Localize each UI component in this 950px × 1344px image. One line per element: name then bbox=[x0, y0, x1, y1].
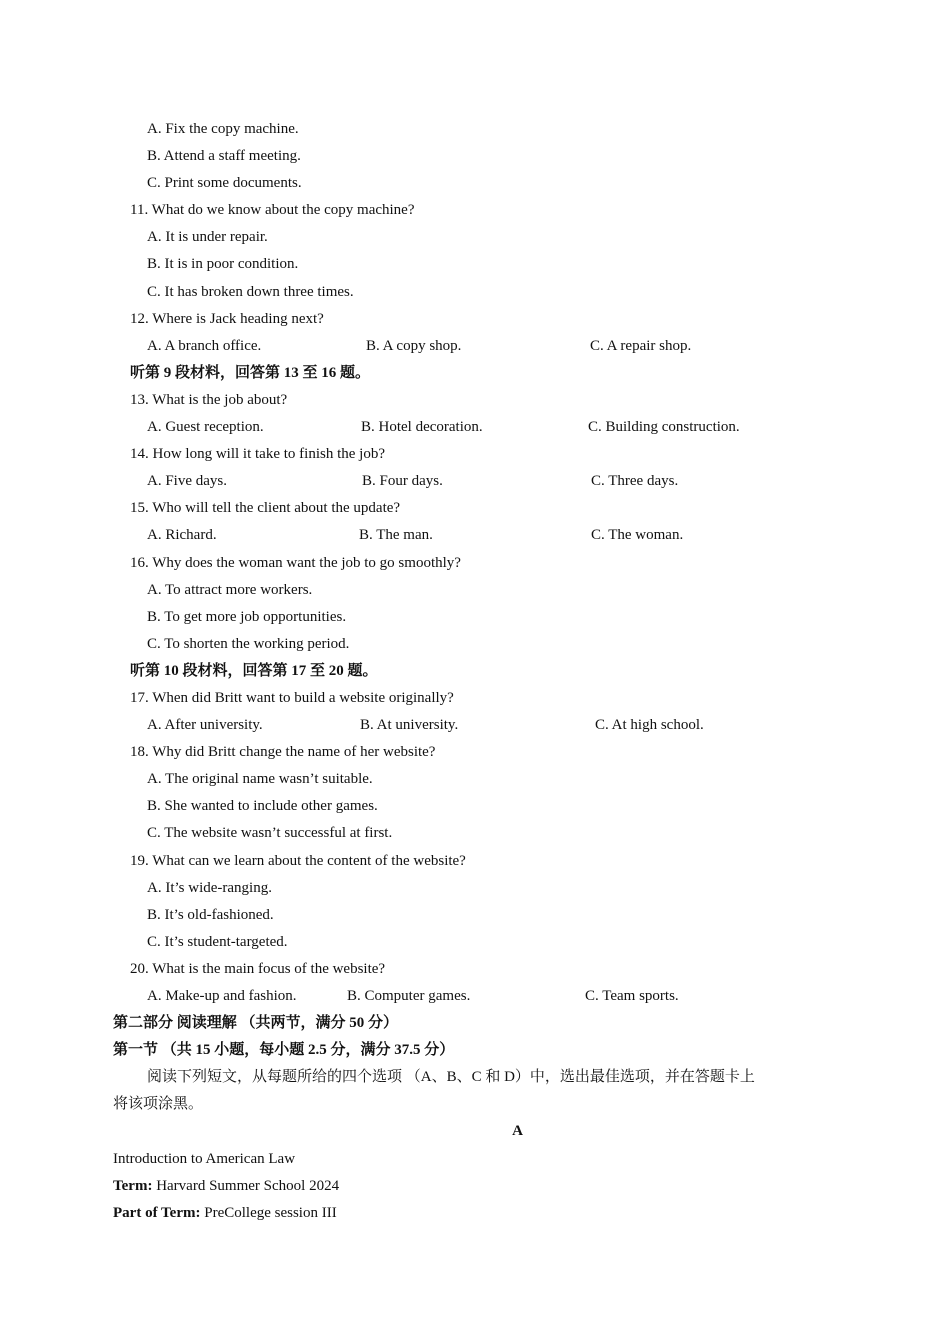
q16-option-c: C. To shorten the working period. bbox=[147, 635, 350, 652]
q11-option-b: B. It is in poor condition. bbox=[147, 256, 299, 273]
q15-option-b: B. The man. bbox=[359, 527, 433, 544]
instructions-line-1: 阅读下列短文，从每题所给的四个选项 （A、B、C 和 D）中，选出最佳选项，并在答题卡上 bbox=[147, 1069, 755, 1086]
term-value: Harvard Summer School 2024 bbox=[152, 1177, 340, 1194]
q18-stem: 18. Why did Britt change the name of her website? bbox=[130, 744, 436, 761]
q14-stem: 14. How long will it take to finish the job? bbox=[130, 446, 385, 463]
q16-option-b: B. To get more job opportunities. bbox=[147, 608, 347, 625]
section-9-heading: 听第 9 段材料，回答第 13 至 16 题。 bbox=[130, 364, 371, 381]
q20-option-c: C. Team sports. bbox=[585, 988, 679, 1004]
q20-option-a: A. Make-up and fashion. bbox=[147, 988, 297, 1004]
section-1-heading: 第一节 （共 15 小题，每小题 2.5 分，满分 37.5 分） bbox=[113, 1042, 455, 1059]
q17-options bbox=[0, 714, 950, 741]
q19-option-c: C. It’s student-targeted. bbox=[147, 933, 288, 950]
q16-stem: 16. Why does the woman want the job to go smoothly? bbox=[130, 554, 461, 571]
q15-option-a: A. Richard. bbox=[147, 527, 217, 544]
q13-stem: 13. What is the job about? bbox=[130, 391, 288, 408]
q19-option-a: A. It’s wide-ranging. bbox=[147, 879, 272, 896]
q17-option-a: A. After university. bbox=[147, 717, 263, 734]
exam-page bbox=[0, 118, 950, 1229]
q15-options bbox=[0, 524, 950, 551]
q11-stem: 11. What do we know about the copy machine? bbox=[130, 202, 415, 219]
q15-stem: 15. Who will tell the client about the update? bbox=[130, 500, 401, 517]
q13-options bbox=[0, 416, 950, 443]
instructions-line-2: 将该项涂黑。 bbox=[113, 1096, 204, 1113]
q17-option-c: C. At high school. bbox=[595, 717, 704, 734]
q13-option-a: A. Guest reception. bbox=[147, 419, 264, 436]
q14-options bbox=[0, 470, 950, 497]
part-2-heading: 第二部分 阅读理解 （共两节，满分 50 分） bbox=[113, 1015, 399, 1032]
section-10-heading: 听第 10 段材料，回答第 17 至 20 题。 bbox=[130, 662, 378, 679]
q14-option-b: B. Four days. bbox=[362, 473, 443, 490]
q18-option-a: A. The original name wasn’t suitable. bbox=[147, 771, 373, 788]
q20-stem: 20. What is the main focus of the website? bbox=[130, 960, 386, 977]
q19-option-b: B. It’s old-fashioned. bbox=[147, 906, 274, 923]
q14-option-c: C. Three days. bbox=[591, 473, 679, 490]
course-title: Introduction to American Law bbox=[113, 1150, 296, 1167]
term-line bbox=[0, 1175, 950, 1202]
q14-option-a: A. Five days. bbox=[147, 473, 227, 490]
q11-option-a: A. It is under repair. bbox=[147, 229, 268, 246]
q12-option-b: B. A copy shop. bbox=[366, 337, 462, 354]
q18-option-c: C. The website wasn’t successful at first. bbox=[147, 825, 393, 842]
q17-option-b: B. At university. bbox=[360, 717, 459, 734]
q20-option-b: B. Computer games. bbox=[347, 988, 471, 1004]
q18-option-b: B. She wanted to include other games. bbox=[147, 798, 378, 815]
q12-option-c: C. A repair shop. bbox=[590, 337, 692, 354]
q10-option-b: B. Attend a staff meeting. bbox=[147, 148, 301, 165]
q10-option-a: A. Fix the copy machine. bbox=[147, 121, 299, 137]
q16-option-a: A. To attract more workers. bbox=[147, 581, 313, 598]
q12-options bbox=[0, 335, 950, 362]
q12-option-a: A. A branch office. bbox=[147, 337, 262, 354]
q15-option-c: C. The woman. bbox=[591, 527, 684, 544]
q19-stem: 19. What can we learn about the content of the website? bbox=[130, 852, 466, 869]
q20-options bbox=[0, 985, 950, 1012]
q13-option-b: B. Hotel decoration. bbox=[361, 419, 483, 436]
passage-label: A bbox=[512, 1123, 523, 1140]
part-of-term-label: Part of Term: bbox=[113, 1204, 201, 1221]
q17-stem: 17. When did Britt want to build a website originally? bbox=[130, 689, 454, 706]
part-of-term-value: PreCollege session III bbox=[200, 1204, 337, 1221]
q10-option-c: C. Print some documents. bbox=[147, 175, 302, 192]
q11-option-c: C. It has broken down three times. bbox=[147, 283, 354, 300]
q12-stem: 12. Where is Jack heading next? bbox=[130, 310, 324, 327]
part-of-term-line bbox=[0, 1202, 950, 1229]
term-label: Term: bbox=[113, 1177, 153, 1194]
q13-option-c: C. Building construction. bbox=[588, 419, 740, 436]
